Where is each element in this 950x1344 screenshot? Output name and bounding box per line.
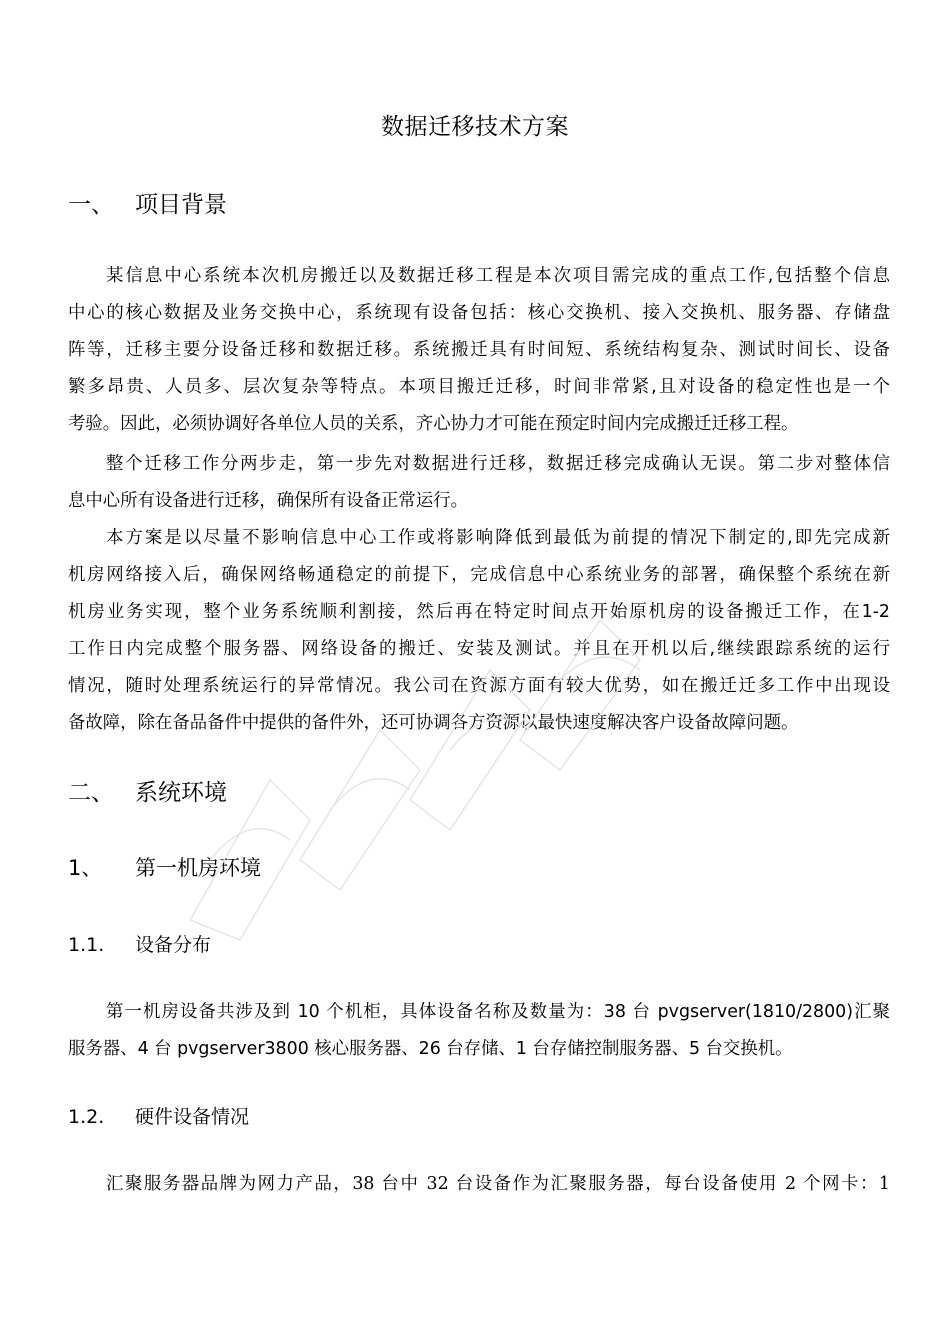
paragraph-background-1 (68, 258, 890, 443)
text-line: 阵等，迁移主要分设备迁移和数据迁移。系统搬迁具有时间短、系统结构复杂、测试时间长、设备 (68, 340, 890, 360)
subsubsection-title: 硬件设备情况 (135, 1106, 250, 1128)
text-line: 工作日内完成整个服务器、网络设备的搬迁、安装及测试。并且在开机以后,继续跟踪系统的运行 (68, 639, 890, 659)
text-line: 整个迁移工作分两步走，第一步先对数据进行迁移，数据迁移完成确认无误。第二步对整体信 (106, 454, 890, 474)
subsubsection-heading-distribution (68, 930, 211, 957)
text-line: 服务器、4 台 pvgserver3800 核心服务器、26 台存储、1 台存储控制服务器、5 台交换机。 (68, 1039, 793, 1059)
text-line: 考验。因此，必须协调好各单位人员的关系，齐心协力才可能在预定时间内完成搬迁迁移工程。 (68, 414, 799, 434)
section-number: 二、 (68, 780, 114, 806)
section-number: 一、 (68, 192, 114, 218)
paragraph-background-2 (68, 446, 890, 520)
section-title: 项目背景 (135, 192, 227, 218)
paragraph-hardware (68, 1166, 890, 1203)
section-heading-system-environment (68, 774, 227, 807)
text-line: 汇聚服务器品牌为网力产品，38 台中 32 台设备作为汇聚服务器，每台设备使用 2 个网卡：1 (106, 1174, 890, 1194)
section-heading-background (68, 186, 227, 219)
subsection-title: 第一机房环境 (135, 856, 261, 880)
text-line: 情况，随时处理系统运行的异常情况。我公司在资源方面有较大优势，如在搬迁迁多工作中出现设 (68, 676, 890, 696)
document-title: 数据迁移技术方案 (381, 114, 569, 140)
paragraph-distribution (68, 994, 890, 1068)
text-line: 机房业务实现，整个业务系统顺利割接，然后再在特定时间点开始原机房的设备搬迁工作，在1-2 (68, 602, 890, 622)
section-title: 系统环境 (135, 780, 227, 806)
text-line: 某信息中心系统本次机房搬迁以及数据迁移工程是本次项目需完成的重点工作,包括整个信息 (106, 266, 890, 286)
text-line: 息中心所有设备进行迁移，确保所有设备正常运行。 (68, 491, 468, 511)
subsubsection-number: 1.1. (68, 934, 105, 956)
text-line: 本方案是以尽量不影响信息中心工作或将影响降低到最低为前提的情况下制定的,即先完成新 (106, 528, 890, 548)
paragraph-background-3 (68, 520, 890, 742)
text-line: 第一机房设备共涉及到 10 个机柜，具体设备名称及数量为：38 台 pvgserver(1810/2800)汇聚 (106, 1002, 890, 1022)
text-line: 繁多昂贵、人员多、层次复杂等特点。本项目搬迁迁移，时间非常紧,且对设备的稳定性也是一个 (68, 377, 890, 397)
subsection-number: 1、 (68, 856, 103, 880)
subsubsection-number: 1.2. (68, 1106, 105, 1128)
text-line: 机房网络接入后，确保网络畅通稳定的前提下，完成信息中心系统业务的部署，确保整个系统在新 (68, 565, 890, 585)
subsection-heading-room1 (68, 852, 261, 882)
subsubsection-heading-hardware (68, 1102, 249, 1129)
subsubsection-title: 设备分布 (135, 934, 212, 956)
text-line: 备故障，除在备品备件中提供的备件外，还可协调各方资源以最快速度解决客户设备故障问题。 (68, 713, 799, 733)
text-line: 中心的核心数据及业务交换中心，系统现有设备包括：核心交换机、接入交换机、服务器、存储盘 (68, 303, 890, 323)
